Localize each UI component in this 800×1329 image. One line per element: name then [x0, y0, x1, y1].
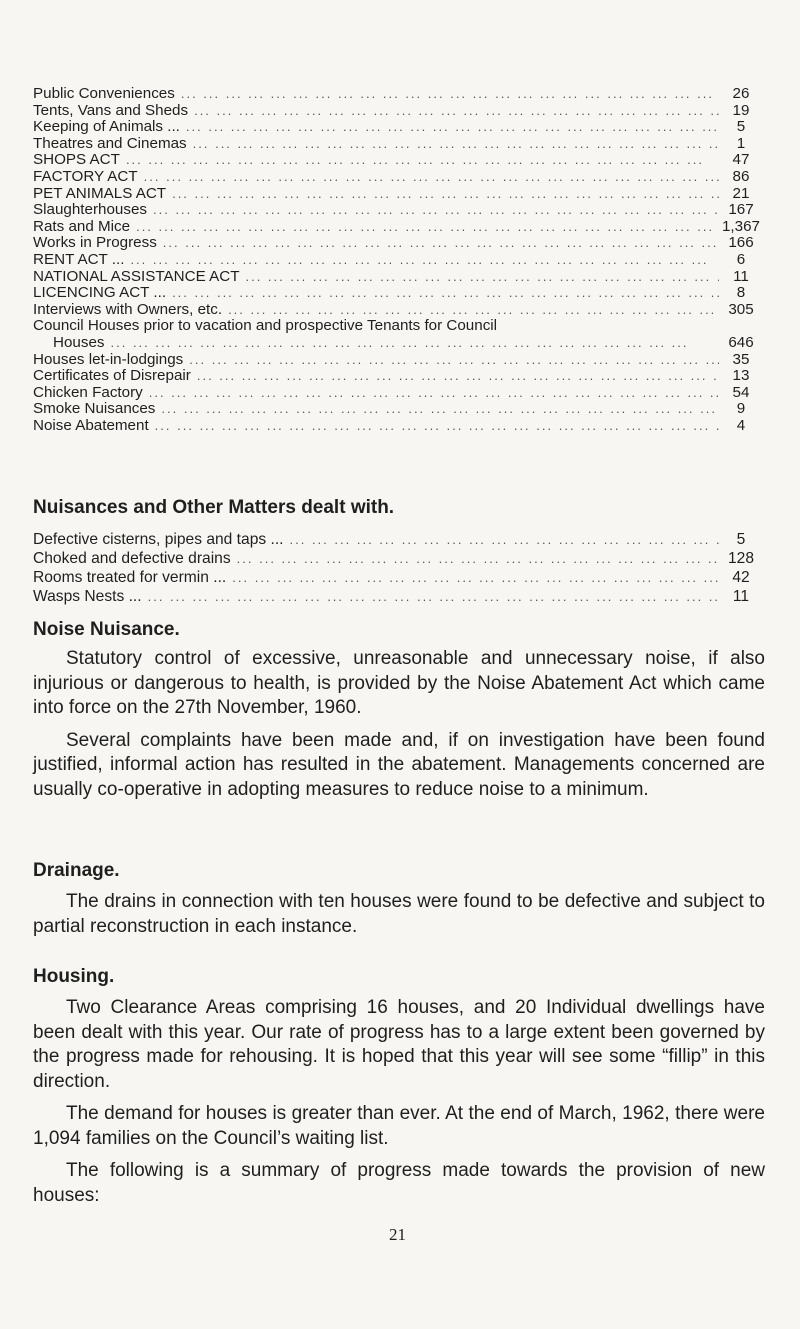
- drainage-section-text: [33, 890, 765, 939]
- section-heading-nuisances: Nuisances and Other Matters dealt with.: [33, 497, 395, 518]
- table-row: Tents, Vans and Sheds ... . 19: [33, 103, 763, 120]
- count-value: 646: [728, 333, 754, 351]
- section-heading-noise: Noise Nuisance.: [33, 619, 180, 640]
- table-row: Wasps Nests ... ... . 11: [33, 587, 763, 606]
- count-value: 8: [736, 284, 746, 302]
- count-value: 166: [728, 234, 754, 252]
- housing-section-text: [33, 996, 765, 1208]
- complaints-table: [33, 86, 763, 434]
- count-value: 26: [732, 85, 750, 102]
- table-row: Rats and Mice ... . 1,367: [33, 219, 763, 236]
- count-value: 1,367: [721, 217, 760, 235]
- table-row: Rooms treated for vermin ... ... . 42: [33, 568, 763, 587]
- table-row: FACTORY ACT ... . 86: [33, 169, 763, 186]
- paragraph: Several complaints have been made and, if on investigation have been found justified, informal action has resulted in the abatement. Managements concerned are usually co-operative in adopting measures to reduce noise to a minimum.: [33, 729, 765, 800]
- count-value: 167: [728, 201, 754, 219]
- count-value: 35: [732, 350, 750, 368]
- count-value: 6: [736, 250, 746, 268]
- table-row: NATIONAL ASSISTANCE ACT ... . 11: [33, 269, 763, 286]
- paragraph: Two Clearance Areas comprising 16 houses, and 20 Individual dwellings have been dealt with this year. Our rate of progress has to a large extent been governed by the progress made for rehousing. It is hoped that this year will see some “fillip” in this direction.: [33, 997, 765, 1092]
- section-heading-housing: Housing.: [33, 966, 115, 987]
- section-heading-drainage: Drainage.: [33, 860, 120, 881]
- table-row-council: Houses ... . 646: [33, 335, 763, 352]
- count-value: 42: [732, 569, 750, 586]
- count-value: 1: [736, 134, 746, 152]
- count-value: 19: [732, 101, 750, 119]
- table-row: SHOPS ACT ... . 47: [33, 152, 763, 169]
- table-row: Chicken Factory ... . 54: [33, 385, 763, 402]
- count-value: 86: [732, 167, 750, 185]
- count-value: 9: [736, 400, 746, 418]
- paragraph: Statutory control of excessive, unreasonable and unnecessary noise, if also injurious or dangerous to health, is provided by the Noise Abatement Act which came into force on the 27th November, 1960.: [33, 648, 765, 718]
- table-row: Defective cisterns, pipes and taps ... ... . 5: [33, 530, 763, 549]
- count-value: 21: [732, 184, 750, 202]
- count-value: 11: [733, 267, 749, 285]
- count-value: 5: [736, 531, 746, 548]
- count-value: 5: [736, 118, 746, 136]
- paragraph: The demand for houses is greater than ever. At the end of March, 1962, there were 1,094 families on the Council’s waiting list.: [33, 1103, 765, 1149]
- count-value: 4: [736, 416, 746, 434]
- table-row: RENT ACT ... ... . 6: [33, 252, 763, 269]
- table-row: Public Conveniences ... . 26: [33, 86, 763, 103]
- count-value: 54: [732, 383, 750, 401]
- table-row: Interviews with Owners, etc. ... . 305: [33, 302, 763, 319]
- count-value: 47: [732, 151, 750, 169]
- table-row: Smoke Nuisances ... . 9: [33, 401, 763, 418]
- table-row: Houses let-in-lodgings ... . 35: [33, 352, 763, 369]
- table-row: LICENCING ACT ... ... . 8: [33, 285, 763, 302]
- table-row: PET ANIMALS ACT ... . 21: [33, 186, 763, 203]
- paragraph: The following is a summary of progress made towards the provision of new houses:: [33, 1160, 765, 1206]
- table-row: Works in Progress ... . 166: [33, 235, 763, 252]
- table-row: Noise Abatement ... . 4: [33, 418, 763, 435]
- table-row: Choked and defective drains ... . 128: [33, 549, 763, 568]
- count-value: 305: [728, 300, 754, 318]
- nuisances-table: [33, 530, 763, 606]
- table-row: Theatres and Cinemas ... . 1: [33, 136, 763, 153]
- count-value: 11: [732, 588, 750, 605]
- table-row: Keeping of Animals ... ... . 5: [33, 119, 763, 136]
- table-row: Certificates of Disrepair ... . 13: [33, 368, 763, 385]
- count-value: 13: [732, 367, 750, 385]
- table-row-council-line1: Council Houses prior to vacation and prospective Tenants for Council: [33, 317, 498, 335]
- page-number: 21: [389, 1225, 406, 1244]
- paragraph: The drains in connection with ten houses were found to be defective and subject to partial reconstruction in each instance.: [33, 891, 765, 937]
- table-row: Slaughterhouses ... . 167: [33, 202, 763, 219]
- noise-section-text: [33, 647, 765, 802]
- count-value: 128: [727, 550, 755, 567]
